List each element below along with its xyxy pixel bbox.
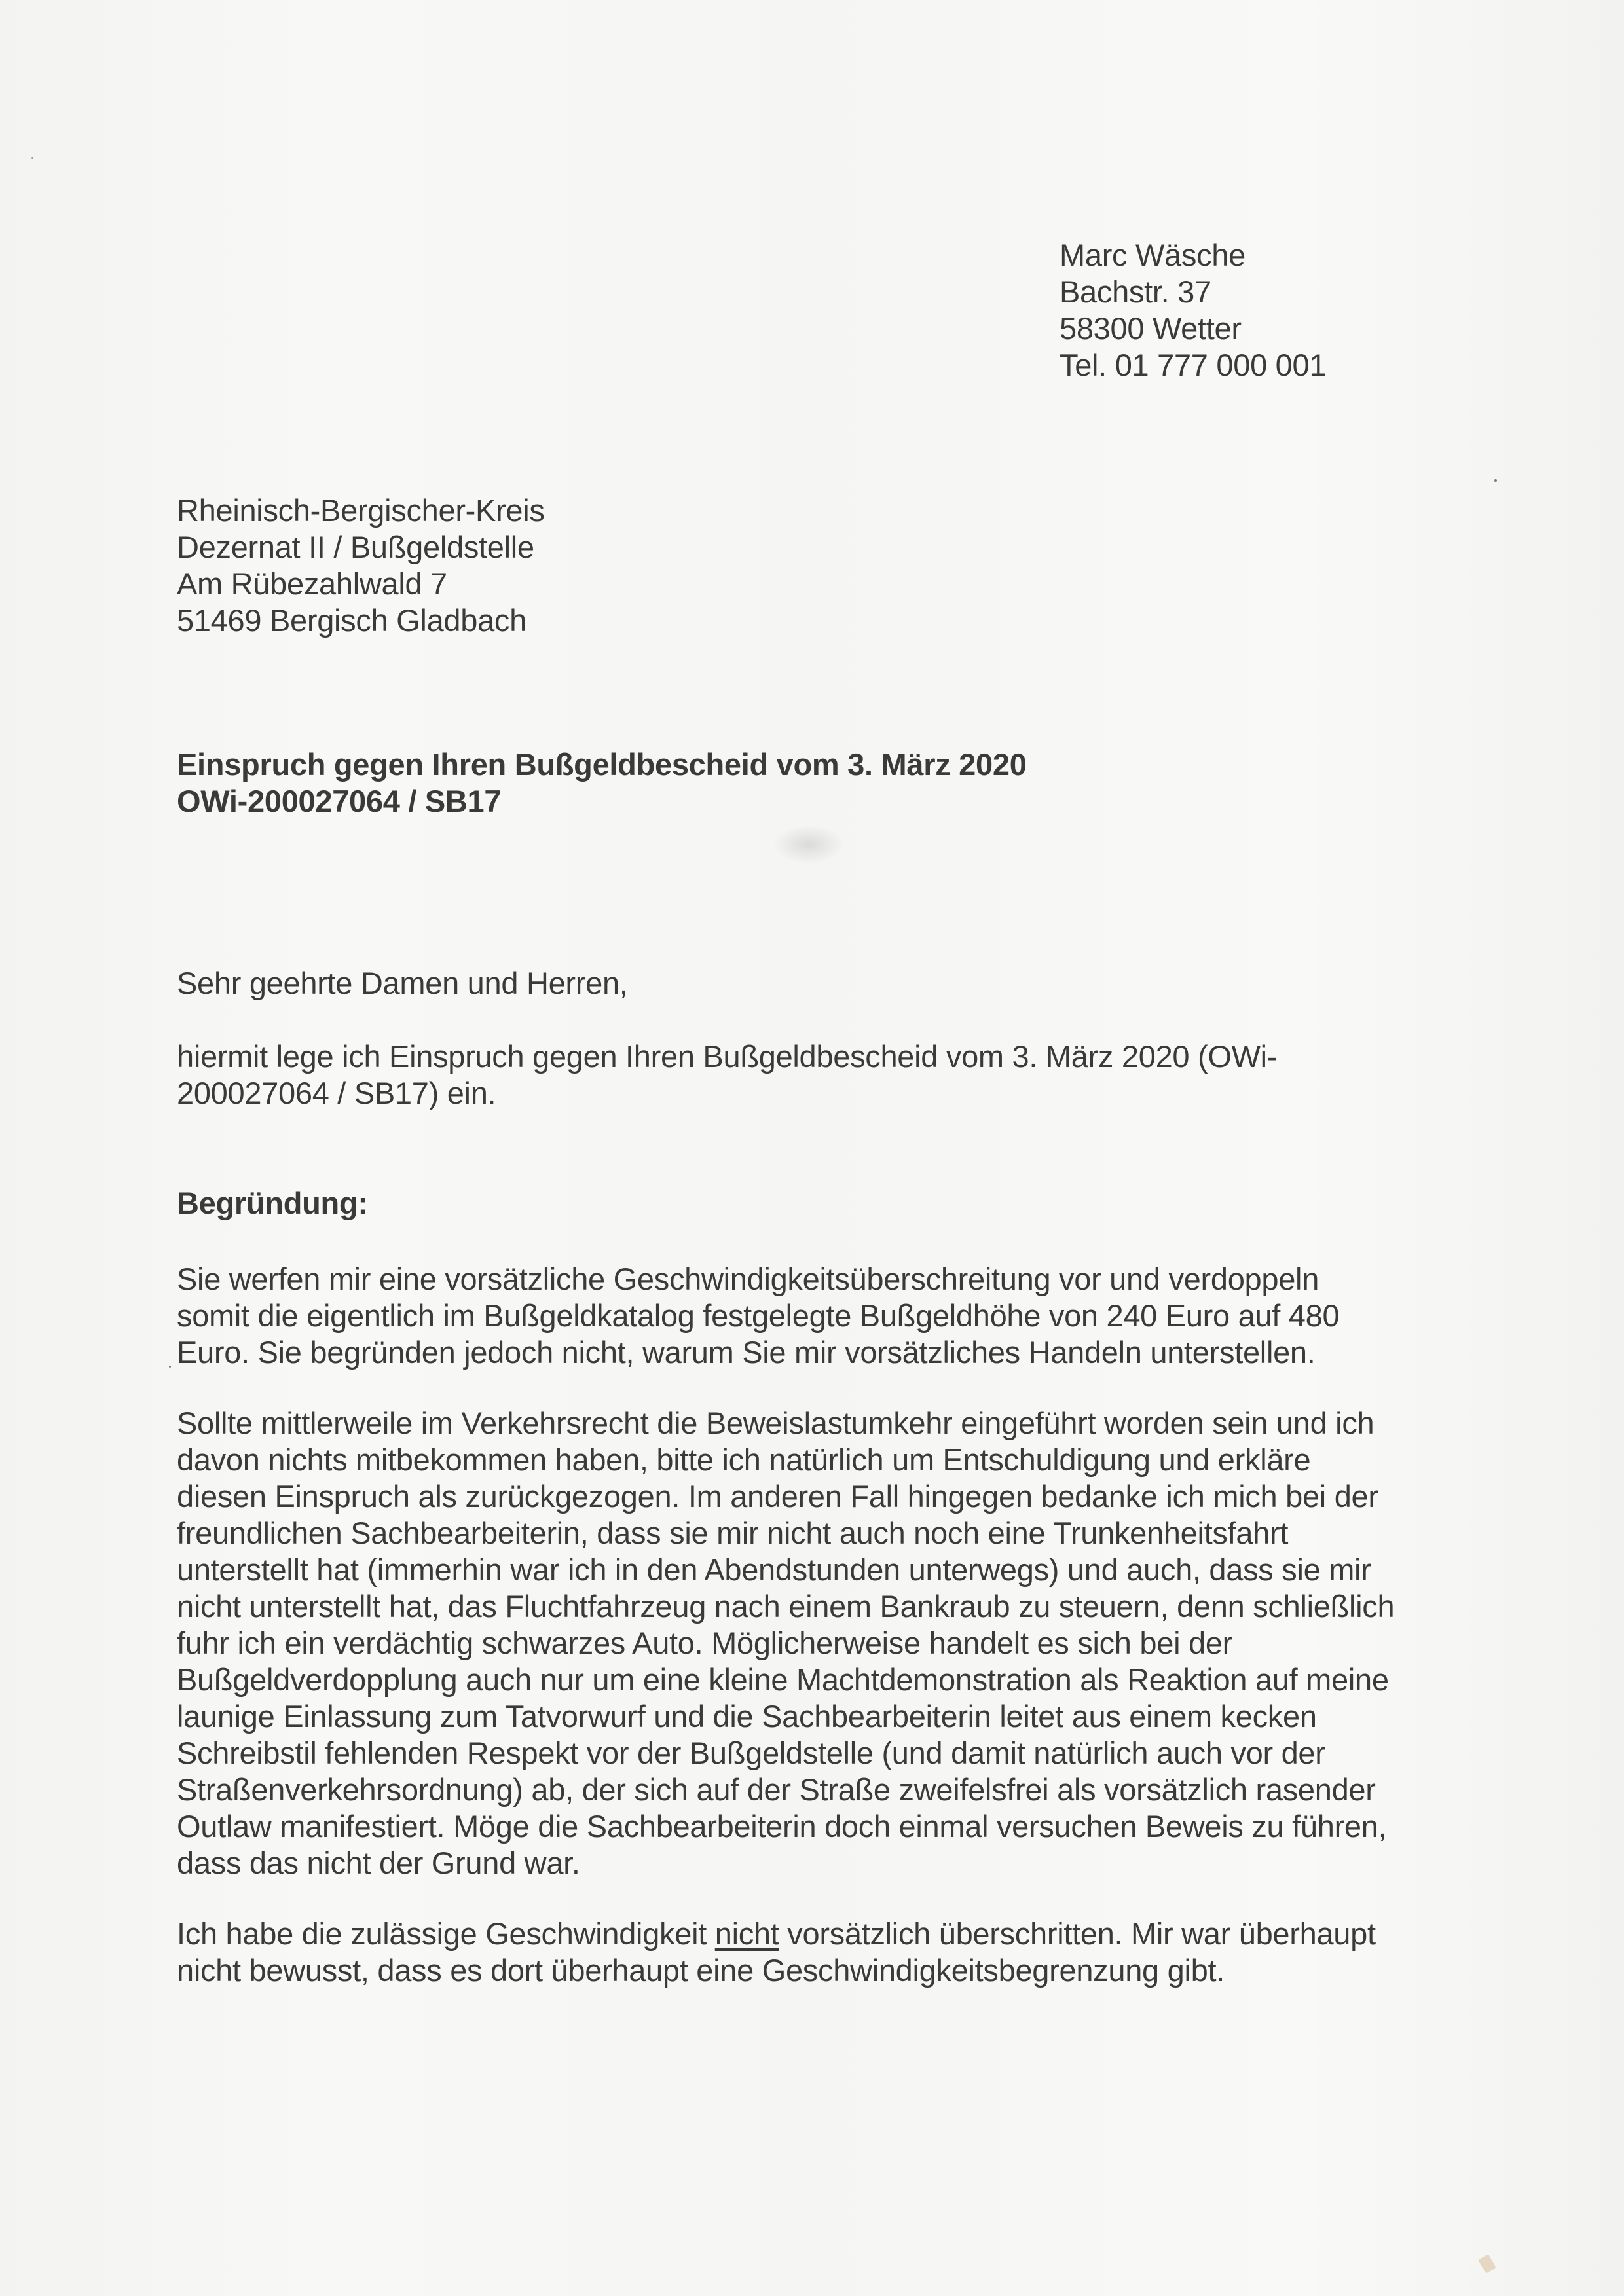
recipient-address-block: [177, 492, 545, 639]
sender-phone: Tel. 01 777 000 001: [1060, 348, 1327, 382]
sender-city: 58300 Wetter: [1060, 311, 1242, 346]
paragraph-line: davon nichts mitbekommen haben, bitte ich natürlich um Entschuldigung und erkläre: [177, 1442, 1311, 1477]
paragraph-line: diesen Einspruch als zurückgezogen. Im anderen Fall hingegen bedanke ich mich bei der: [177, 1479, 1378, 1514]
salutation: Sehr geehrte Damen und Herren,: [177, 966, 628, 1000]
subject-line: Einspruch gegen Ihren Bußgeldbescheid vom 3. März 2020: [177, 747, 1027, 782]
paragraph-line: nicht bewusst, dass es dort überhaupt eine Geschwindigkeitsbegrenzung gibt.: [177, 1953, 1225, 1988]
paragraph-3: [177, 1916, 1376, 1989]
sender-address-block: [1060, 237, 1326, 384]
recipient-org: Rheinisch-Bergischer-Kreis: [177, 493, 545, 528]
paragraph-line: nicht unterstellt hat, das Fluchtfahrzeug nach einem Bankraub zu steuern, denn schließlich: [177, 1589, 1395, 1624]
sender-name: Marc Wäsche: [1060, 238, 1246, 272]
scan-speck: [169, 1366, 171, 1368]
paragraph-line: freundlichen Sachbearbeiterin, dass sie mir nicht auch noch eine Trunkenheitsfahrt: [177, 1516, 1289, 1550]
paragraph-line: [177, 1916, 1376, 1952]
paragraph-line: Sie werfen mir eine vorsätzliche Geschwindigkeitsüberschreitung vor und verdoppeln: [177, 1262, 1320, 1296]
paragraph-line: Straßenverkehrsordnung) ab, der sich auf der Straße zweifelsfrei als vorsätzlich rasender: [177, 1772, 1376, 1807]
reason-heading: Begründung:: [177, 1186, 368, 1220]
subject-block: [177, 746, 1027, 820]
text-run: vorsätzlich überschritten. Mir war überhaupt: [779, 1916, 1376, 1951]
paragraph-line: Schreibstil fehlenden Respekt vor der Bußgeldstelle (und damit natürlich auch vor der: [177, 1736, 1325, 1770]
reference-number: OWi-200027064 / SB17: [177, 784, 502, 818]
scan-smudge: [773, 825, 845, 864]
paragraph-line: Sollte mittlerweile im Verkehrsrecht die Beweislastumkehr eingeführt worden sein und ich: [177, 1406, 1375, 1440]
paragraph-1: [177, 1261, 1339, 1371]
paragraph-line: Euro. Sie begründen jedoch nicht, warum Sie mir vorsätzliches Handeln unterstellen.: [177, 1335, 1316, 1370]
emphasis-underlined-word: nicht: [714, 1916, 779, 1951]
paragraph-line: unterstellt hat (immerhin war ich in den Abendstunden unterwegs) und auch, dass sie mir: [177, 1552, 1371, 1587]
scan-speck: [1494, 479, 1497, 482]
paragraph-line: Bußgeldverdopplung auch nur um eine kleine Machtdemonstration als Reaktion auf meine: [177, 1662, 1389, 1697]
scan-speck: [31, 157, 33, 159]
intro-line: hiermit lege ich Einspruch gegen Ihren Bußgeldbescheid vom 3. März 2020 (OWi-: [177, 1039, 1278, 1074]
recipient-street: Am Rübezahlwald 7: [177, 566, 447, 601]
paragraph-line: somit die eigentlich im Bußgeldkatalog festgelegte Bußgeldhöhe von 240 Euro auf 480: [177, 1298, 1340, 1333]
recipient-department: Dezernat II / Bußgeldstelle: [177, 530, 534, 564]
scan-artifact: [1478, 2254, 1496, 2274]
sender-street: Bachstr. 37: [1060, 274, 1211, 309]
paragraph-line: dass das nicht der Grund war.: [177, 1846, 580, 1880]
paragraph-line: launige Einlassung zum Tatvorwurf und die Sachbearbeiterin leitet aus einem kecken: [177, 1699, 1317, 1734]
paragraph-line: Outlaw manifestiert. Möge die Sachbearbeiterin doch einmal versuchen Beweis zu führen,: [177, 1809, 1387, 1844]
recipient-city: 51469 Bergisch Gladbach: [177, 603, 526, 638]
paragraph-2: [177, 1405, 1394, 1882]
intro-line: 200027064 / SB17) ein.: [177, 1076, 496, 1110]
paragraph-line: fuhr ich ein verdächtig schwarzes Auto. Möglicherweise handelt es sich bei der: [177, 1626, 1233, 1660]
intro-paragraph: [177, 1038, 1277, 1112]
text-run: Ich habe die zulässige Geschwindigkeit: [177, 1916, 715, 1951]
